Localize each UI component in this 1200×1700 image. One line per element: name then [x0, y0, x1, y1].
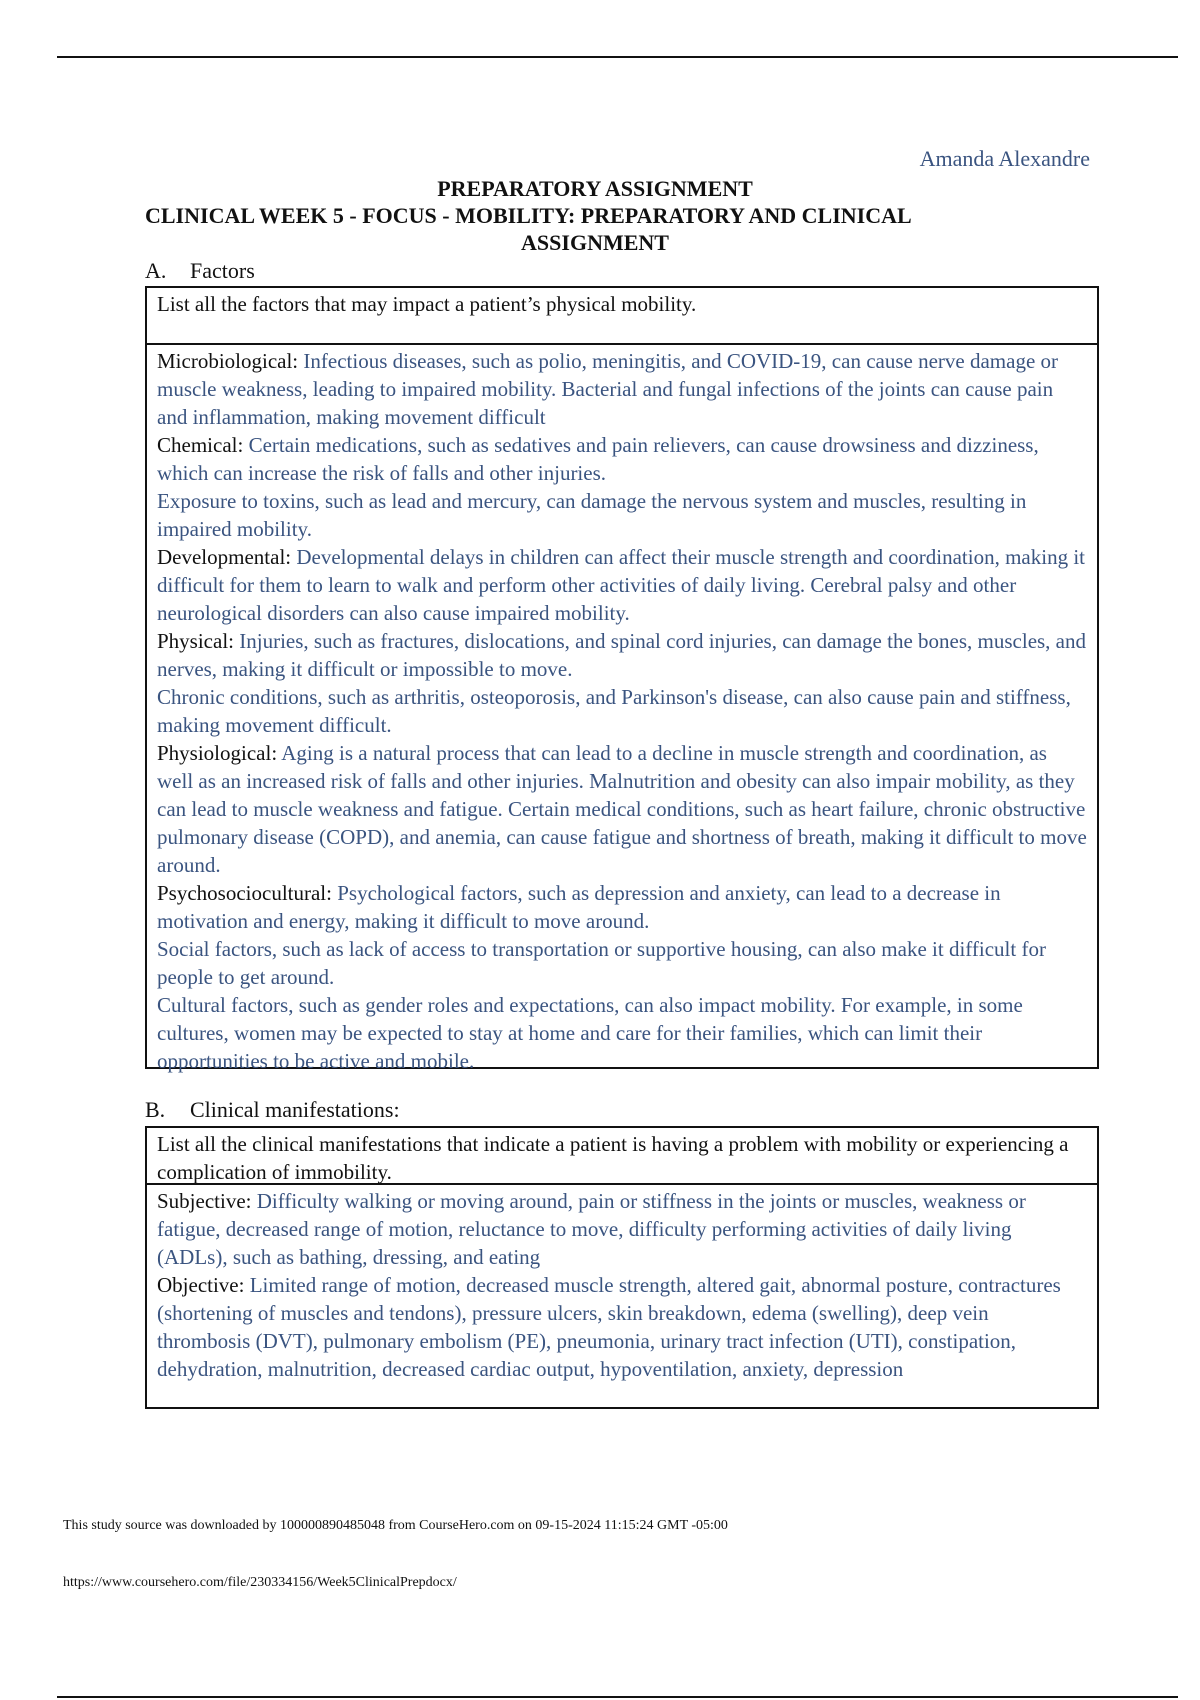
factor-label: Microbiological: [157, 349, 304, 373]
factor-text: Cultural factors, such as gender roles and expectations, can also impact mobility. For example, in some cultures, women may be expected to stay at home and care for their families, which can limit their opportunities to be active and mobile. [157, 993, 1023, 1073]
factor-label: Physiological: [157, 741, 282, 765]
factors-answer [147, 345, 1097, 1079]
factor-entry [157, 487, 1087, 543]
manifestation-text: Limited range of motion, decreased muscle strength, altered gait, abnormal posture, contractures (shortening of muscles and tendons), pressure ulcers, skin breakdown, edema (swelling), deep vein thrombosis (DVT), pulmonary embolism (PE), pneumonia, urinary tract infection (UTI), constipation, dehydration, malnutrition, decreased cardiac output, hypoventilation, anxiety, depression [157, 1273, 1061, 1381]
clinical-manifestations-table [145, 1126, 1099, 1409]
manifestation-entry [157, 1271, 1087, 1383]
section-b-letter: B. [145, 1097, 166, 1122]
bottom-rule [57, 1696, 1178, 1698]
download-note: This study source was downloaded by 100000890485048 from CourseHero.com on 09-15-2024 11:15:24 GMT -05:00 [63, 1518, 728, 1533]
factor-entry [157, 683, 1087, 739]
title-line-1: PREPARATORY ASSIGNMENT [437, 176, 753, 201]
factors-prompt: List all the factors that may impact a patient’s physical mobility. [147, 288, 1097, 345]
factor-entry [157, 739, 1087, 879]
factors-table [145, 286, 1099, 1073]
manifestation-entry [157, 1187, 1087, 1271]
section-a-title: Factors [190, 258, 255, 283]
manifestation-text: Difficulty walking or moving around, pain or stiffness in the joints or muscles, weakness or fatigue, decreased range of motion, reluctance to move, difficulty performing activities of daily living (ADLs), such as bathing, dressing, and eating [157, 1189, 1026, 1269]
factor-label: Developmental: [157, 545, 297, 569]
factor-text: Chronic conditions, such as arthritis, osteoporosis, and Parkinson's disease, can also cause pain and stiffness, making movement difficult. [157, 685, 1071, 737]
title-line-3: ASSIGNMENT [521, 230, 669, 255]
factor-entry [157, 627, 1087, 683]
title-line-2: CLINICAL WEEK 5 - FOCUS - MOBILITY: PREPARATORY AND CLINICAL [145, 203, 912, 228]
section-b-title: Clinical manifestations: [190, 1097, 400, 1122]
top-rule [57, 56, 1178, 58]
manifestation-label: Objective: [157, 1273, 250, 1297]
factor-entry [157, 543, 1087, 627]
manifestations-answer [147, 1185, 1097, 1387]
factor-text: Social factors, such as lack of access to transportation or supportive housing, can also make it difficult for people to get around. [157, 937, 1046, 989]
manifestation-label: Subjective: [157, 1189, 257, 1213]
factor-label: Psychosociocultural: [157, 881, 338, 905]
source-url[interactable]: https://www.coursehero.com/file/230334156/Week5ClinicalPrepdocx/ [63, 1575, 457, 1590]
factor-entry [157, 347, 1087, 431]
author-name: Amanda Alexandre [919, 146, 1090, 171]
factor-label: Physical: [157, 629, 240, 653]
factor-text: Certain medications, such as sedatives and pain relievers, can cause drowsiness and dizziness, which can increase the risk of falls and other injuries. [157, 433, 1039, 485]
factor-entry [157, 935, 1087, 991]
page-title [145, 175, 1045, 256]
factor-text: Injuries, such as fractures, dislocations, and spinal cord injuries, can damage the bones, muscles, and nerves, making it difficult or impossible to move. [157, 629, 1087, 681]
factor-text: Developmental delays in children can affect their muscle strength and coordination, making it difficult for them to learn to walk and perform other activities of daily living. Cerebral palsy and other neurological disorders can also cause impaired mobility. [157, 545, 1085, 625]
factor-text: Exposure to toxins, such as lead and mercury, can damage the nervous system and muscles, resulting in impaired mobility. [157, 489, 1027, 541]
factor-text: Psychological factors, such as depression and anxiety, can lead to a decrease in motivation and energy, making it difficult to move around. [157, 881, 1001, 933]
factor-entry [157, 431, 1087, 487]
factor-text: Aging is a natural process that can lead to a decline in muscle strength and coordination, as well as an increased risk of falls and other injuries. Malnutrition and obesity can also impair mobility, as they can lead to muscle weakness and fatigue. Certain medical conditions, such as heart failure, chronic obstructive pulmonary disease (COPD), and anemia, can cause fatigue and shortness of breath, making it difficult to move around. [157, 741, 1087, 877]
section-a-heading [145, 258, 255, 284]
section-a-letter: A. [145, 258, 167, 283]
factor-label: Chemical: [157, 433, 249, 457]
manifestations-prompt: List all the clinical manifestations that indicate a patient is having a problem with mobility or experiencing a complication of immobility. [147, 1128, 1097, 1185]
factor-entry [157, 991, 1087, 1075]
section-b-heading [145, 1097, 400, 1123]
factor-text: Infectious diseases, such as polio, meningitis, and COVID-19, can cause nerve damage or muscle weakness, leading to impaired mobility. Bacterial and fungal infections of the joints can cause pain and inflammation, making movement difficult [157, 349, 1059, 429]
factor-entry [157, 879, 1087, 935]
